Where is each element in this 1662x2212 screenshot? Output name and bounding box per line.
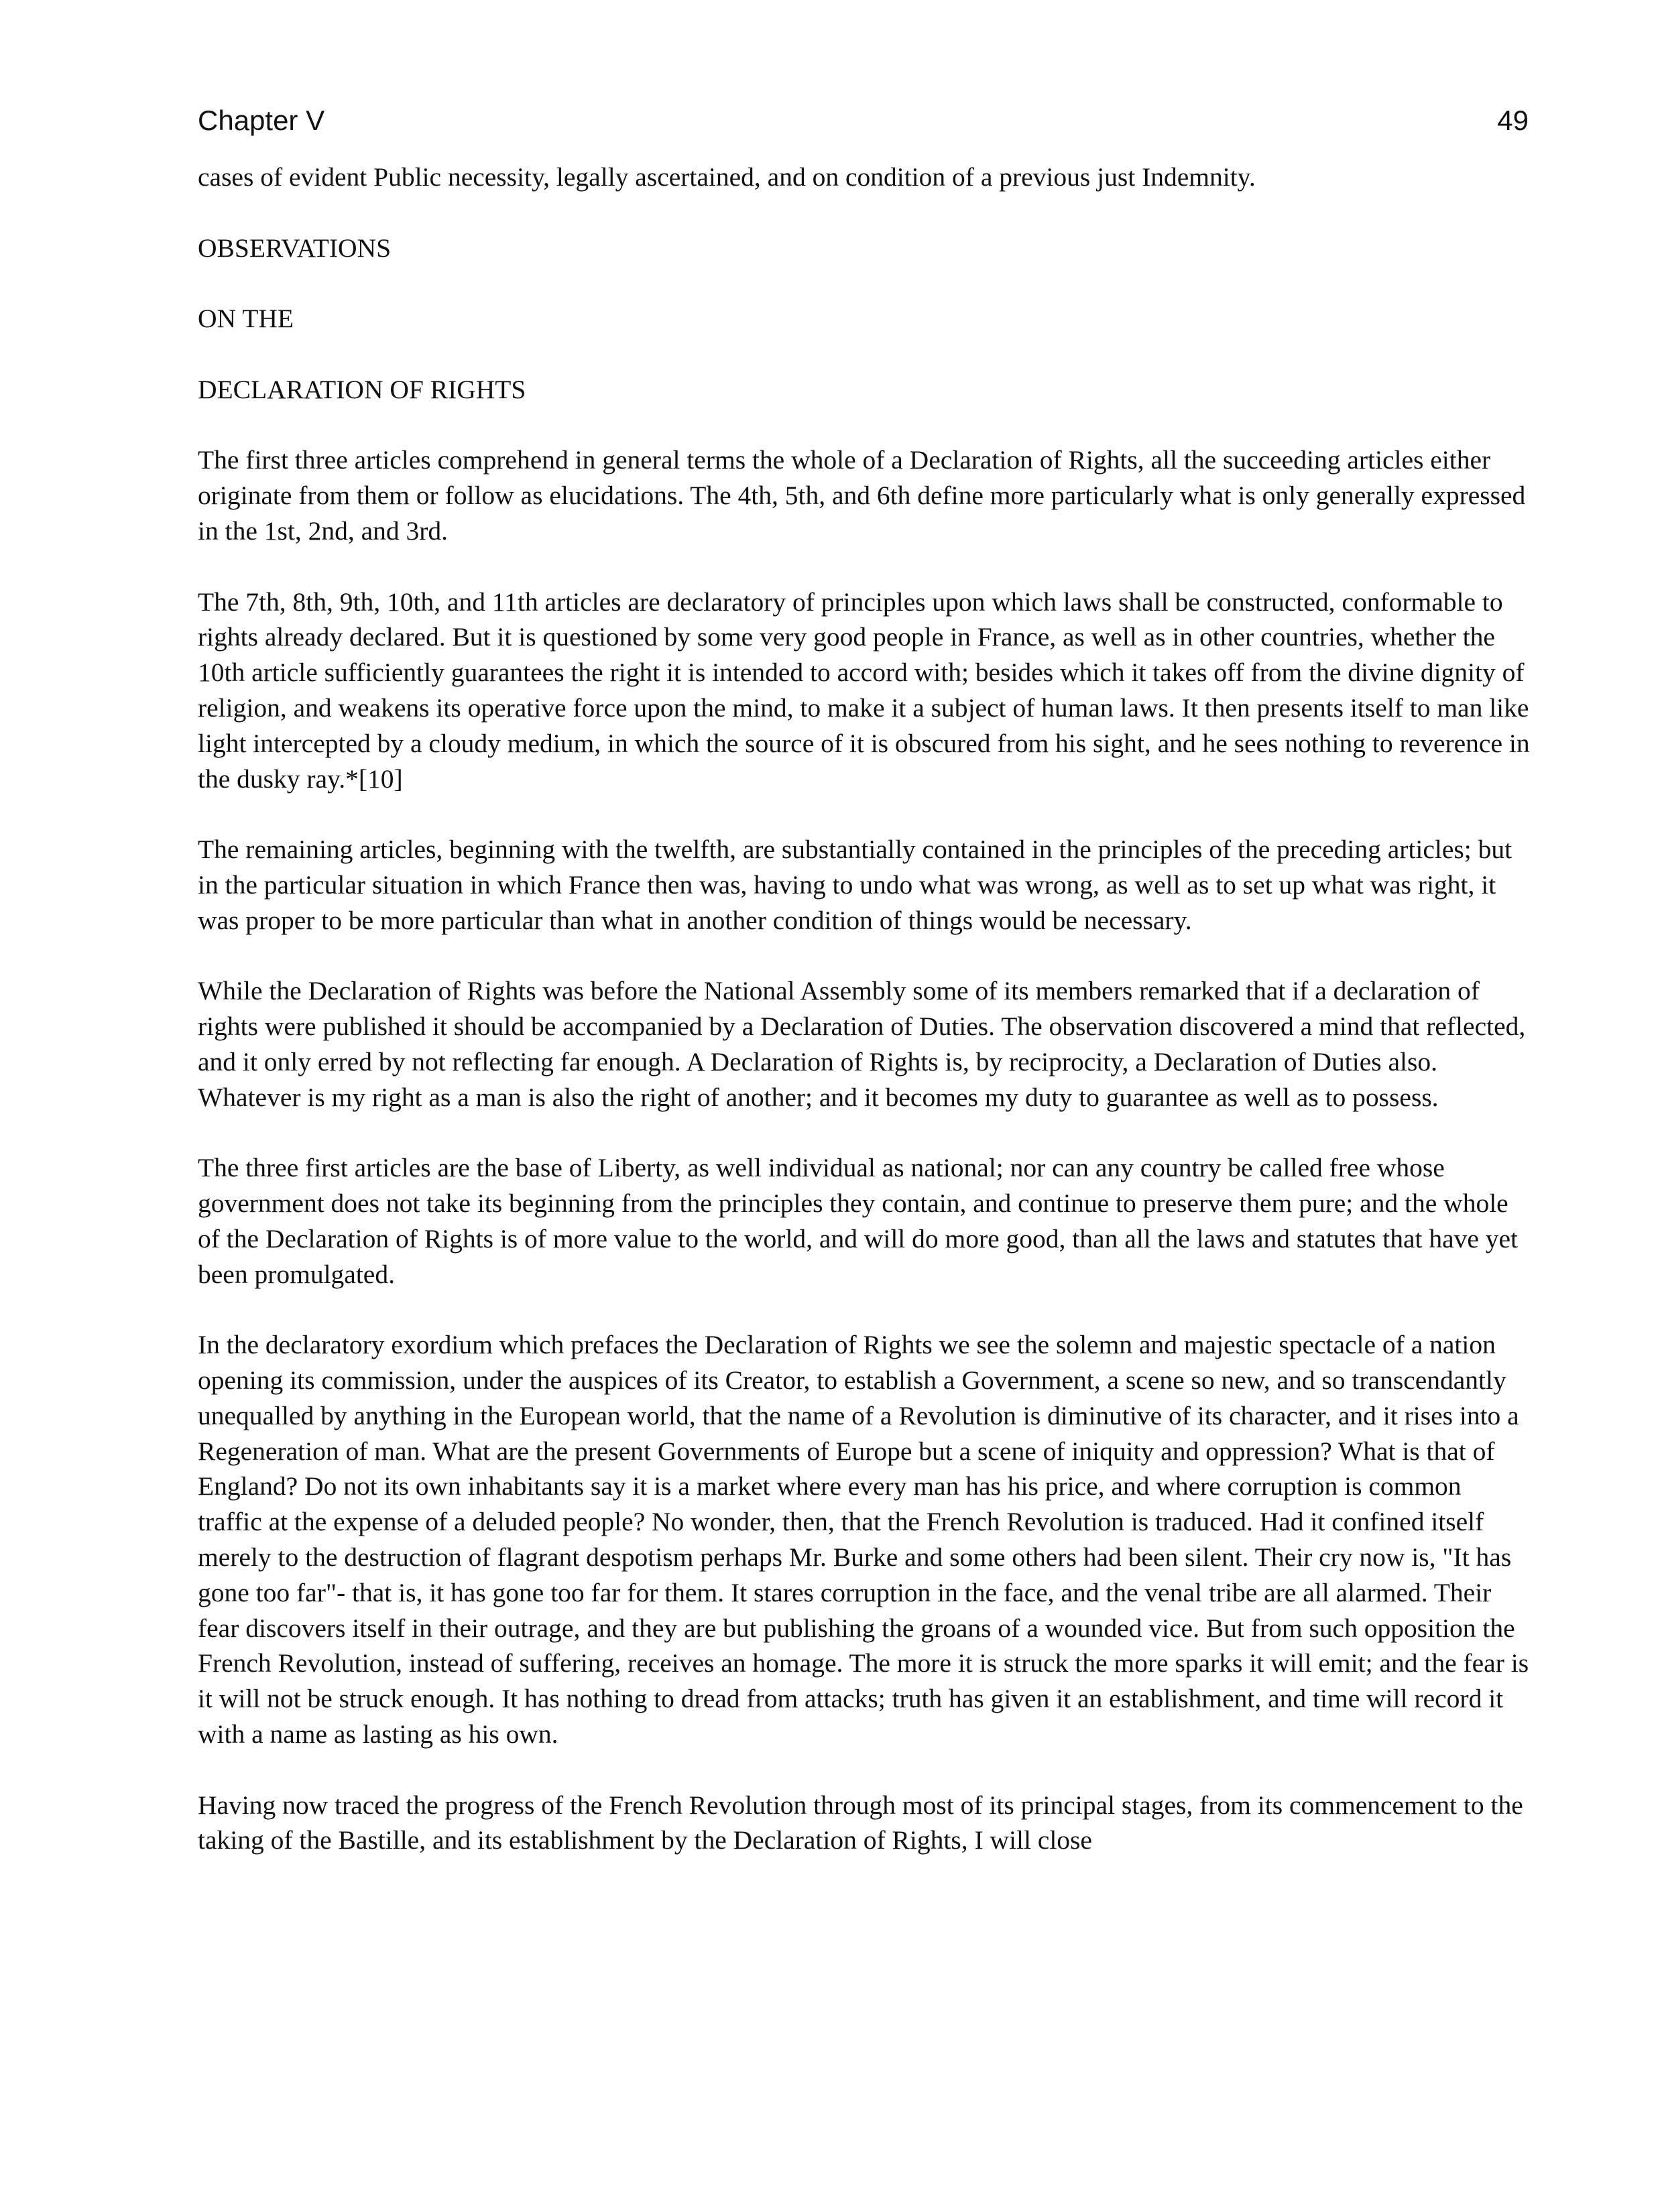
body-text xyxy=(198,160,1532,1858)
paragraph: In the declaratory exordium which prefaces the Declaration of Rights we see the solemn and majestic spectacle of a nation opening its commission, under the auspices of its Creator, to establish a Government, a scene so new, and so transcendantly unequalled by anything in the European world, that the name of a Revolution is diminutive of its character, and it rises into a Regeneration of man. What are the present Governments of Europe but a scene of iniquity and oppression? What is that of England? Do not its own inhabitants say it is a market where every man has his price, and where corruption is common traffic at the expense of a deluded people? No wonder, then, that the French Revolution is traduced. Had it confined itself merely to the destruction of flagrant despotism perhaps Mr. Burke and some others had been silent. Their cry now is, "It has gone too far"- that is, it has gone too far for them. It stares corruption in the face, and the venal tribe are all alarmed. Their fear discovers itself in their outrage, and they are but publishing the groans of a wounded vice. But from such opposition the French Revolution, instead of suffering, receives an homage. The more it is struck the more sparks it will emit; and the fear is it will not be struck enough. It has nothing to dread from attacks; truth has given it an establishment, and time will record it with a name as lasting as his own. xyxy=(198,1330,1529,1749)
paragraph: cases of evident Public necessity, legally ascertained, and on condition of a previous just Indemnity. xyxy=(198,162,1256,192)
paragraph: While the Declaration of Rights was before the National Assembly some of its members remarked that if a declaration of rights were published it should be accompanied by a Declaration of Duties. The observation discovered a mind that reflected, and it only erred by not reflecting far enough. A Declaration of Rights is, by reciprocity, a Declaration of Duties also. Whatever is my right as a man is also the right of another; and it becomes my duty to guarantee as well as to possess. xyxy=(198,976,1526,1112)
paragraph: The three first articles are the base of Liberty, as well individual as national; nor can any country be called free whose government does not take its beginning from the principles they contain, and continue to preserve them pure; and the whole of the Declaration of Rights is of more value to the world, and will do more good, than all the laws and statutes that have yet been promulgated. xyxy=(198,1153,1519,1289)
section-heading: DECLARATION OF RIGHTS xyxy=(198,374,526,404)
page-number: 49 xyxy=(1497,105,1529,136)
section-heading: OBSERVATIONS xyxy=(198,233,392,263)
chapter-title: Chapter V xyxy=(198,105,325,136)
paragraph: Having now traced the progress of the French Revolution through most of its principal stages, from its commencement to the taking of the Bastille, and its establishment by the Declaration of Rights, I will close xyxy=(198,1790,1523,1855)
paragraph: The remaining articles, beginning with the twelfth, are substantially contained in the principles of the preceding articles; but in the particular situation in which France then was, having to undo what was wrong, as well as to set up what was right, it was proper to be more particular than what in another condition of things would be necessary. xyxy=(198,835,1512,935)
paragraph: The first three articles comprehend in general terms the whole of a Declaration of Rights, all the succeeding articles either originate from them or follow as elucidations. The 4th, 5th, and 6th define more particularly what is only generally expressed in the 1st, 2nd, and 3rd. xyxy=(198,445,1526,546)
page-header xyxy=(198,101,1529,141)
paragraph: The 7th, 8th, 9th, 10th, and 11th articles are declaratory of principles upon which laws shall be constructed, conformable to rights already declared. But it is questioned by some very good people in France, as well as in other countries, whether the 10th article sufficiently guarantees the right it is intended to accord with; besides which it takes off from the divine dignity of religion, and weakens its operative force upon the mind, to make it a subject of human laws. It then presents itself to man like light intercepted by a cloudy medium, in which the source of it is obscured from his sight, and he sees nothing to reverence in the dusky ray.*[10] xyxy=(198,587,1530,794)
section-heading: ON THE xyxy=(198,304,294,334)
